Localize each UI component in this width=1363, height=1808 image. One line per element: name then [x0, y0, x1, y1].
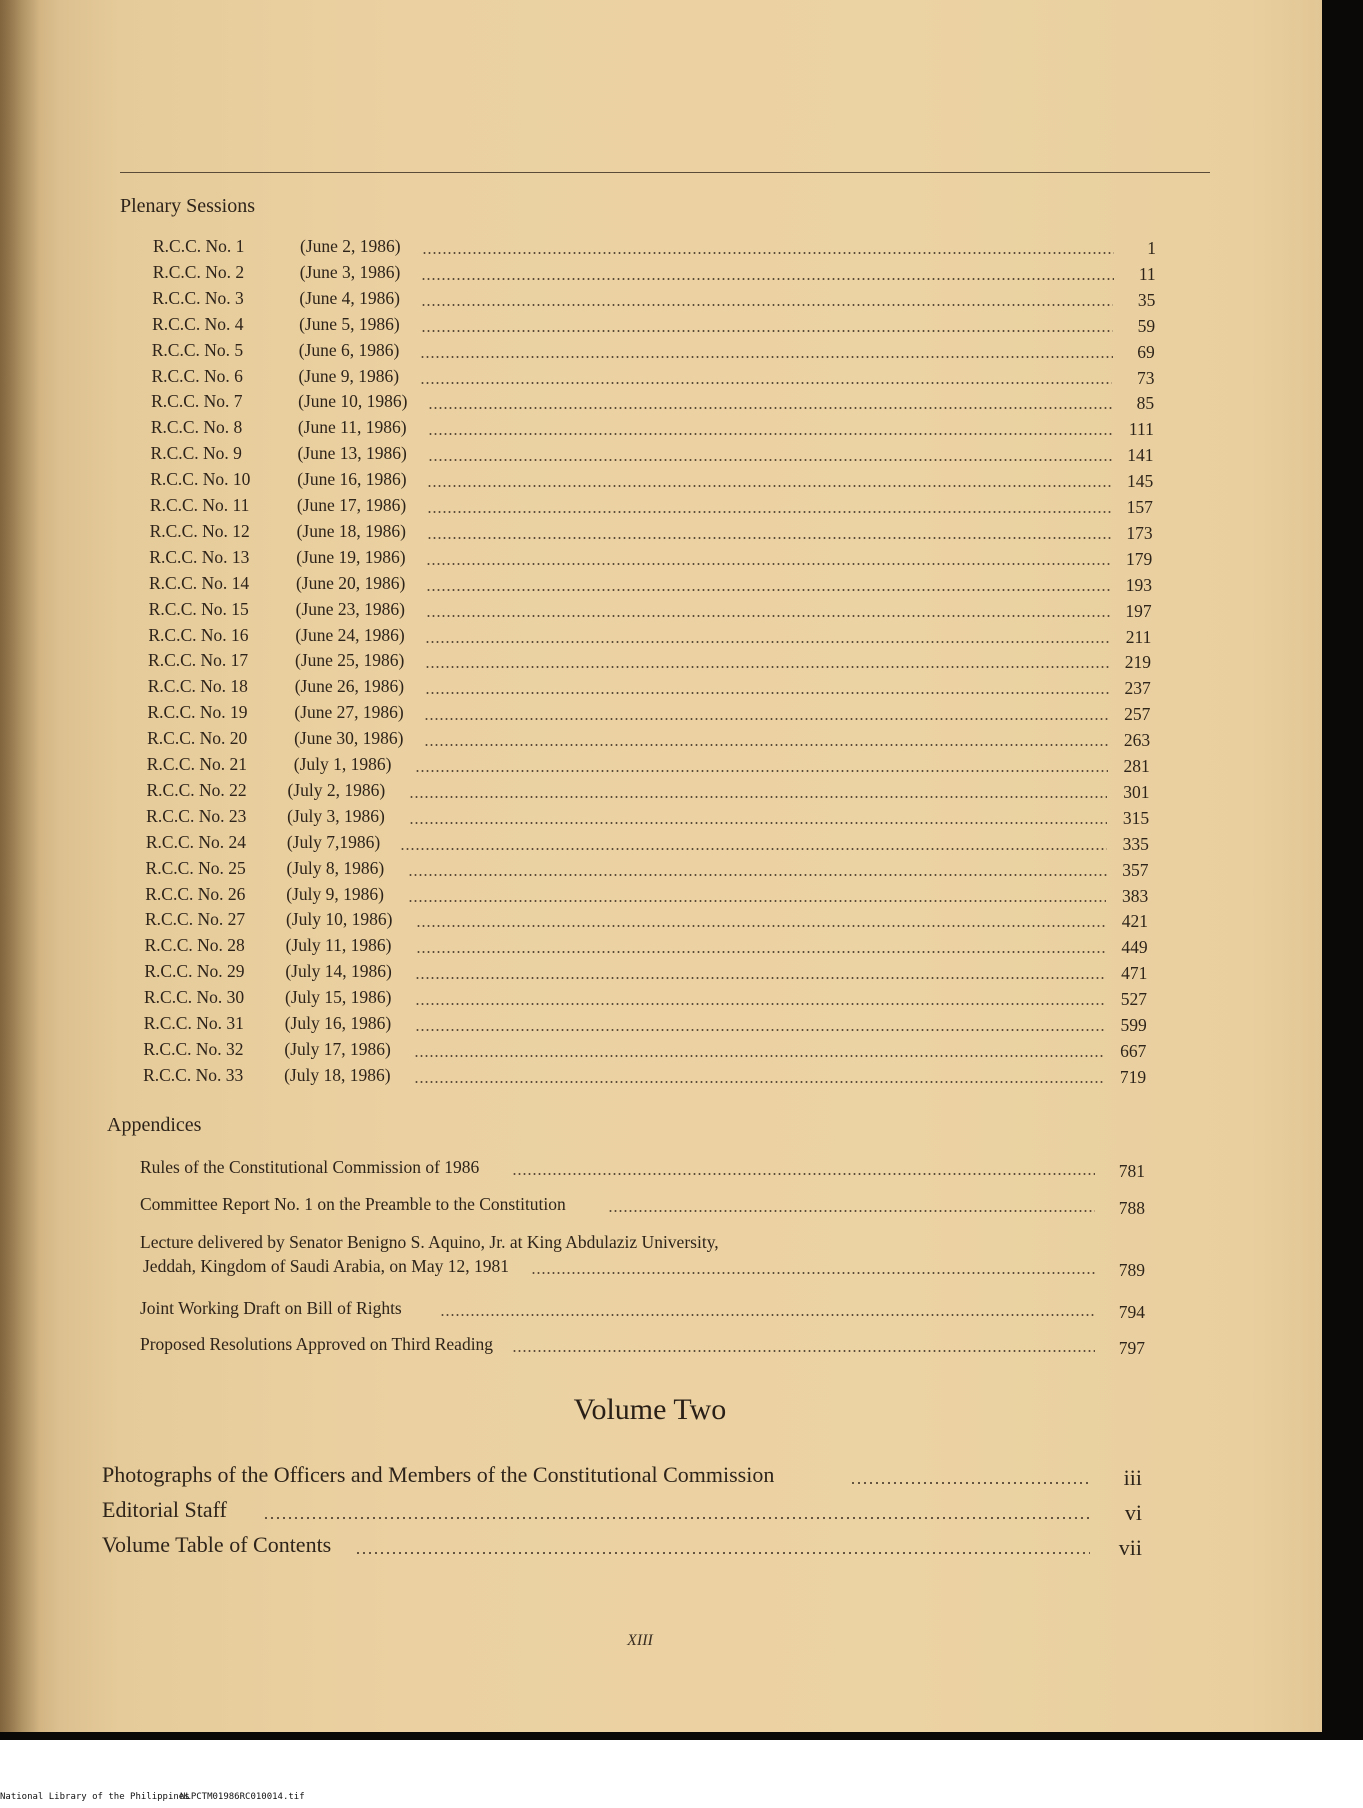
- session-label: R.C.C. No. 32: [143, 1038, 244, 1059]
- page-number: 237: [1124, 678, 1151, 699]
- dot-leader: [414, 1055, 1104, 1057]
- page-number: 219: [1124, 652, 1152, 673]
- session-date: (July 8, 1986): [286, 857, 385, 878]
- dot-leader: [409, 822, 1107, 824]
- dot-leader: [427, 537, 1111, 539]
- session-label: R.C.C. No. 28: [144, 935, 245, 956]
- dot-leader: [414, 1081, 1104, 1083]
- session-label: R.C.C. No. 1: [153, 236, 245, 256]
- session-date: (June 6, 1986): [298, 339, 400, 360]
- session-date: (July 3, 1986): [287, 805, 385, 826]
- toc-row: [149, 599, 1152, 623]
- session-date: (July 15, 1986): [285, 987, 392, 1008]
- toc-row: [145, 935, 1148, 959]
- session-label: R.C.C. No. 15: [148, 598, 249, 619]
- dot-leader: [355, 1552, 1090, 1554]
- page-number: 335: [1122, 833, 1149, 854]
- session-date: (June 11, 1986): [297, 417, 407, 438]
- page-number: 73: [1136, 367, 1155, 388]
- toc-row: [143, 1065, 1146, 1089]
- dot-leader: [415, 977, 1105, 979]
- toc-row: [144, 987, 1147, 1011]
- dot-leader: [421, 304, 1113, 306]
- session-label: R.C.C. No. 7: [151, 391, 243, 412]
- toc-row: [144, 961, 1147, 985]
- dot-leader: [427, 485, 1111, 487]
- dot-leader: [428, 407, 1112, 409]
- toc-row: [147, 702, 1150, 726]
- page-number: 193: [1125, 574, 1152, 595]
- page-number: 527: [1120, 989, 1147, 1010]
- volume-row: [102, 1497, 1142, 1525]
- page-number: iii: [1123, 1465, 1142, 1490]
- page-number: 421: [1121, 911, 1148, 932]
- plenary-heading: Plenary Sessions: [120, 195, 255, 217]
- dot-leader: [512, 1350, 1095, 1352]
- toc-row: [146, 806, 1149, 830]
- session-date: (July 11, 1986): [285, 935, 392, 956]
- session-label: R.C.C. No. 5: [151, 339, 244, 360]
- toc-row: [151, 443, 1154, 467]
- session-label: R.C.C. No. 4: [152, 313, 244, 334]
- dot-leader: [608, 1210, 1095, 1212]
- session-label: R.C.C. No. 9: [150, 443, 242, 464]
- dot-leader: [421, 330, 1113, 332]
- session-date: (June 9, 1986): [298, 365, 400, 386]
- session-label: R.C.C. No. 21: [146, 754, 247, 774]
- session-date: (June 18, 1986): [296, 520, 406, 541]
- appendix-title: Proposed Resolutions Approved on Third Reading: [140, 1334, 494, 1354]
- page-number: 141: [1127, 445, 1154, 466]
- session-label: R.C.C. No. 19: [147, 702, 248, 723]
- page-number: 599: [1120, 1015, 1147, 1035]
- toc-row: [147, 728, 1150, 752]
- toc-row: [145, 909, 1148, 933]
- page-number: 145: [1126, 471, 1154, 492]
- dot-leader: [420, 356, 1112, 358]
- page-number: 315: [1122, 807, 1150, 828]
- appendix-row: [140, 1298, 1145, 1322]
- dot-leader: [408, 900, 1106, 902]
- session-label: R.C.C. No. 3: [152, 287, 244, 308]
- session-label: R.C.C. No. 11: [149, 495, 250, 515]
- page-number: 667: [1120, 1040, 1147, 1061]
- session-label: R.C.C. No. 18: [147, 676, 248, 697]
- volume-entry-title: Volume Table of Contents: [102, 1532, 332, 1557]
- page-number: 794: [1118, 1302, 1145, 1322]
- dot-leader: [416, 925, 1106, 927]
- session-date: (July 1, 1986): [293, 754, 392, 774]
- dot-leader: [425, 666, 1109, 668]
- session-date: (June 24, 1986): [295, 624, 405, 645]
- page-number: 719: [1119, 1066, 1147, 1087]
- session-date: (July 17, 1986): [284, 1038, 391, 1059]
- session-date: (June 30, 1986): [294, 728, 404, 749]
- session-label: R.C.C. No. 23: [146, 805, 247, 826]
- page-number: 197: [1125, 600, 1152, 621]
- session-date: (July 9, 1986): [286, 883, 384, 904]
- dot-leader: [415, 770, 1107, 772]
- session-date: (June 13, 1986): [297, 443, 407, 464]
- session-date: (July 16, 1986): [284, 1013, 392, 1033]
- page-number: 263: [1123, 730, 1151, 751]
- appendix-row: [140, 1232, 1145, 1280]
- dot-leader: [440, 1314, 1095, 1316]
- session-label: R.C.C. No. 33: [143, 1064, 244, 1085]
- session-date: (June 25, 1986): [295, 650, 405, 671]
- page-number: 59: [1137, 315, 1156, 336]
- appendix-title-cont: Jeddah, Kingdom of Saudi Arabia, on May 12, 1981: [143, 1256, 509, 1276]
- footer-filename: NLPCTM01986RC010014.tif: [180, 1792, 305, 1802]
- dot-leader: [424, 744, 1108, 746]
- volume-row: [102, 1462, 1142, 1490]
- appendix-row: [140, 1157, 1145, 1181]
- appendix-title: Lecture delivered by Senator Benigno S. Aquino, Jr. at King Abdulaziz University,: [140, 1232, 719, 1252]
- toc-row: [149, 547, 1152, 571]
- page-number: 383: [1122, 885, 1149, 906]
- session-label: R.C.C. No. 29: [144, 961, 245, 982]
- session-label: R.C.C. No. 6: [151, 365, 243, 386]
- volume-entry-title: Photographs of the Officers and Members of the Constitutional Commission: [102, 1462, 775, 1487]
- session-label: R.C.C. No. 14: [148, 572, 250, 593]
- binding-shadow: [0, 0, 40, 1732]
- page-number: 797: [1118, 1338, 1145, 1358]
- page-number: 301: [1123, 781, 1150, 802]
- toc-row: [143, 1039, 1146, 1063]
- session-date: (June 16, 1986): [297, 469, 407, 490]
- toc-row: [148, 625, 1151, 649]
- session-label: R.C.C. No. 31: [143, 1013, 244, 1033]
- toc-row: [145, 884, 1148, 908]
- session-label: R.C.C. No. 22: [146, 779, 247, 800]
- session-label: R.C.C. No. 2: [152, 261, 245, 282]
- toc-row: [150, 469, 1153, 493]
- toc-row: [150, 521, 1153, 545]
- page-number: 281: [1123, 756, 1150, 776]
- dot-leader: [424, 718, 1108, 720]
- toc-row: [149, 573, 1152, 597]
- session-label: R.C.C. No. 17: [148, 650, 249, 671]
- page-number: 157: [1126, 497, 1153, 517]
- page-number: 449: [1121, 937, 1148, 958]
- toc-row: [144, 1013, 1147, 1037]
- session-label: R.C.C. No. 10: [150, 469, 251, 490]
- volume-row: [102, 1532, 1142, 1560]
- toc-row: [147, 754, 1150, 778]
- dot-leader: [263, 1517, 1091, 1519]
- session-label: R.C.C. No. 26: [145, 883, 246, 904]
- session-label: R.C.C. No. 20: [147, 728, 248, 749]
- toc-row: [152, 288, 1155, 312]
- footer-library: National Library of the Philippines: [0, 1792, 190, 1802]
- dot-leader: [531, 1272, 1095, 1274]
- session-label: R.C.C. No. 25: [145, 857, 246, 878]
- dot-leader: [512, 1173, 1095, 1175]
- session-date: (June 2, 1986): [300, 236, 401, 256]
- page-number: 471: [1121, 963, 1148, 984]
- appendix-title: Rules of the Constitutional Commission of 1986: [140, 1157, 480, 1177]
- dot-leader: [408, 874, 1106, 876]
- dot-leader: [425, 641, 1109, 643]
- dot-leader: [426, 563, 1110, 565]
- toc-row: [148, 650, 1151, 674]
- page-number: 35: [1137, 289, 1156, 310]
- dot-leader: [409, 796, 1107, 798]
- session-date: (June 23, 1986): [295, 598, 406, 619]
- session-date: (June 27, 1986): [294, 702, 404, 723]
- dot-leader: [422, 252, 1114, 254]
- dot-leader: [415, 1003, 1105, 1005]
- toc-row: [151, 366, 1154, 390]
- session-label: R.C.C. No. 13: [149, 546, 250, 567]
- session-date: (July 7,1986): [286, 831, 381, 852]
- toc-row: [146, 780, 1149, 804]
- appendix-row: [140, 1194, 1145, 1218]
- volume-two-title: Volume Two: [573, 1393, 727, 1426]
- page-number: 173: [1126, 522, 1153, 543]
- dot-leader: [415, 1029, 1105, 1031]
- page-number: 789: [1118, 1260, 1145, 1280]
- dot-leader: [420, 382, 1112, 384]
- page-number: 781: [1118, 1161, 1145, 1181]
- dot-leader: [850, 1482, 1090, 1484]
- page-number: 788: [1118, 1198, 1145, 1218]
- session-label: R.C.C. No. 24: [145, 831, 247, 852]
- dot-leader: [427, 511, 1111, 513]
- appendix-title: Committee Report No. 1 on the Preamble to the Constitution: [140, 1194, 566, 1214]
- page-number: 257: [1124, 704, 1151, 725]
- page-number: 85: [1136, 393, 1155, 414]
- session-label: R.C.C. No. 12: [149, 520, 250, 541]
- page-number: vii: [1118, 1535, 1142, 1560]
- dot-leader: [400, 848, 1107, 850]
- session-date: (July 10, 1986): [285, 909, 393, 930]
- toc-row: [146, 858, 1149, 882]
- toc-row: [152, 314, 1155, 338]
- session-date: (June 19, 1986): [296, 546, 406, 567]
- page-folio: XIII: [627, 1632, 653, 1649]
- dot-leader: [428, 433, 1112, 435]
- session-date: (June 17, 1986): [296, 495, 407, 515]
- page-number: 179: [1126, 548, 1153, 569]
- toc-row: [153, 236, 1156, 260]
- session-date: (July 14, 1986): [285, 961, 392, 982]
- page-number: 211: [1125, 626, 1152, 647]
- appendix-row: [140, 1334, 1145, 1358]
- dot-leader: [426, 589, 1110, 591]
- page-number: 357: [1122, 859, 1149, 880]
- appendices-heading: Appendices: [107, 1114, 202, 1136]
- toc-row: [148, 676, 1151, 700]
- session-date: (June 20, 1986): [295, 572, 406, 593]
- toc-row: [151, 417, 1154, 441]
- header-rule: [120, 172, 1210, 173]
- dot-leader: [426, 615, 1110, 617]
- page-number: vi: [1124, 1500, 1142, 1525]
- toc-row: [146, 832, 1149, 856]
- toc-row: [153, 262, 1156, 286]
- volume-entry-title: Editorial Staff: [102, 1497, 227, 1522]
- session-date: (June 5, 1986): [299, 313, 400, 334]
- dot-leader: [425, 692, 1109, 694]
- toc-row: [150, 495, 1153, 519]
- session-label: R.C.C. No. 30: [144, 987, 245, 1008]
- session-date: (June 4, 1986): [299, 287, 400, 308]
- toc-row: [152, 340, 1155, 364]
- session-label: R.C.C. No. 27: [144, 909, 246, 930]
- page-number: 1: [1147, 238, 1156, 258]
- session-label: R.C.C. No. 16: [148, 624, 249, 645]
- dot-leader: [416, 951, 1106, 953]
- session-date: (June 10, 1986): [298, 391, 408, 412]
- scan-footer: [0, 1792, 1363, 1806]
- session-date: (July 18, 1986): [284, 1064, 391, 1085]
- toc-row: [151, 391, 1154, 415]
- dot-leader: [421, 278, 1113, 280]
- session-date: (June 26, 1986): [294, 676, 405, 697]
- appendix-title: Joint Working Draft on Bill of Rights: [140, 1298, 402, 1318]
- page-number: 111: [1128, 419, 1154, 440]
- dot-leader: [428, 459, 1112, 461]
- session-label: R.C.C. No. 8: [150, 417, 243, 438]
- session-date: (July 2, 1986): [287, 779, 386, 800]
- page-number: 11: [1138, 263, 1156, 284]
- session-date: (June 3, 1986): [299, 261, 401, 282]
- page-number: 69: [1137, 341, 1155, 362]
